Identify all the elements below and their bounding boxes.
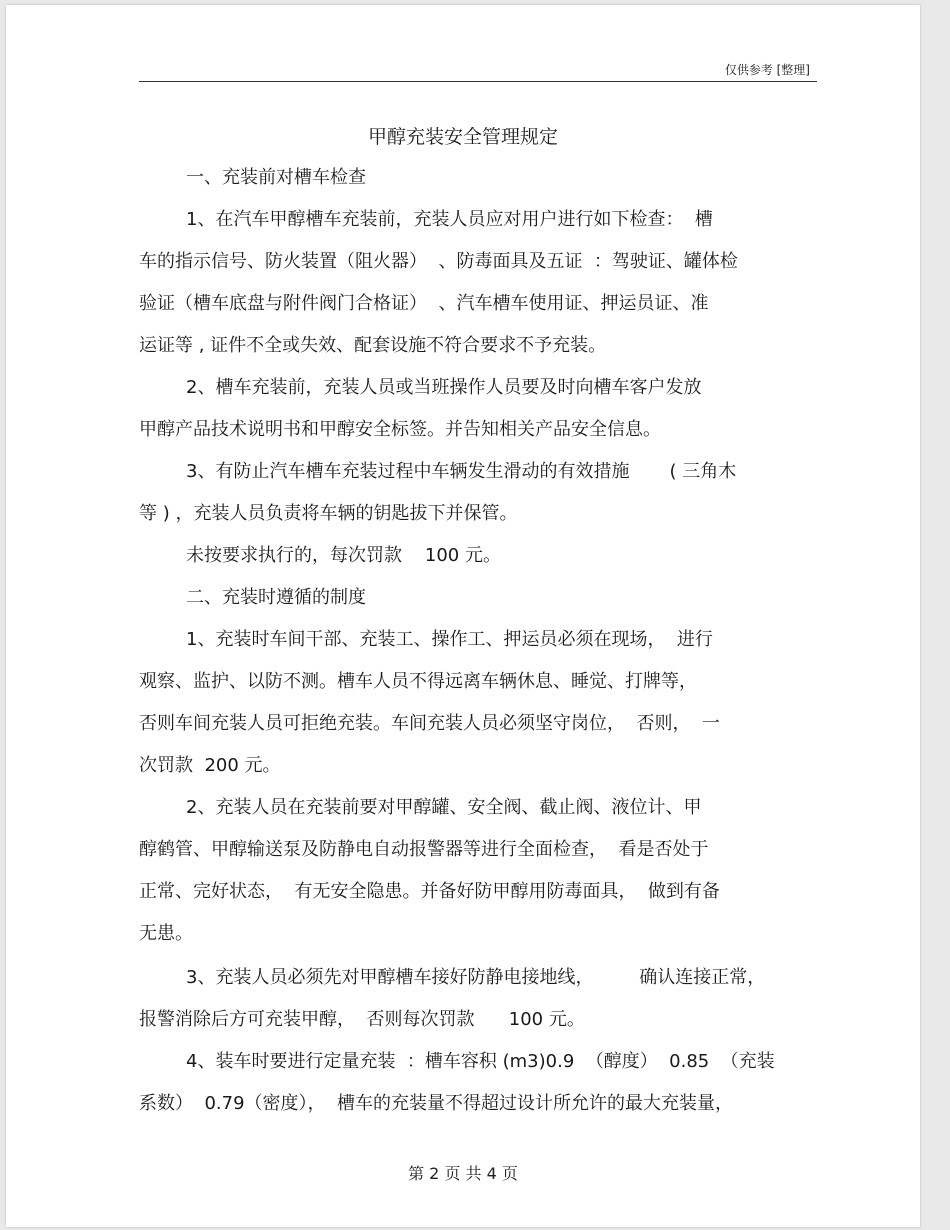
paragraph-line: 1、充装时车间干部、充装工、操作工、押运员必须在现场， 进行 (186, 629, 713, 650)
document-page (6, 5, 920, 1227)
paragraph-line: 2、槽车充装前，充装人员或当班操作人员要及时向槽车客户发放 (186, 377, 702, 398)
paragraph-line: 1、在汽车甲醇槽车充装前，充装人员应对用户进行如下检查： 槽 (186, 209, 713, 230)
paragraph-line: 正常、完好状态， 有无安全隐患。并备好防甲醇用防毒面具， 做到有备 (139, 881, 720, 902)
paragraph-line: 醇鹤管、甲醇输送泵及防静电自动报警器等进行全面检查， 看是否处于 (139, 839, 709, 860)
page-title: 甲醇充装安全管理规定 (367, 126, 558, 148)
paragraph-line: 甲醇产品技术说明书和甲醇安全标签。并告知相关产品安全信息。 (139, 419, 661, 440)
paragraph-line: 未按要求执行的，每次罚款 100 元。 (186, 545, 501, 566)
header-divider (139, 81, 817, 82)
page-number-footer: 第 2 页 共 4 页 (408, 1164, 518, 1183)
paragraph-line: 系数） 0.79（密度）， 槽车的充装量不得超过设计所允许的最大充装量， (139, 1093, 733, 1114)
paragraph-line: 3、充装人员必须先对甲醇槽车接好防静电接地线， 确认连接正常， (186, 967, 766, 988)
paragraph-line: 验证（槽车底盘与附件阀门合格证） 、汽车槽车使用证、押运员证、准 (139, 293, 709, 314)
paragraph-line: 观察、监护、以防不测。槽车人员不得远离车辆休息、睡觉、打牌等， (139, 671, 697, 692)
section-heading-1: 一、充装前对槽车检查 (186, 167, 366, 188)
section-heading-2: 二、充装时遵循的制度 (186, 587, 366, 608)
paragraph-line: 无患。 (139, 923, 193, 944)
header-reference-note: 仅供参考 [整理] (724, 63, 810, 77)
paragraph-line: 等 ) ，充装人员负责将车辆的钥匙拔下并保管。 (139, 503, 518, 524)
paragraph-line: 2、充装人员在充装前要对甲醇罐、安全阀、截止阀、液位计、甲 (186, 797, 702, 818)
paragraph-line: 报警消除后方可充装甲醇， 否则每次罚款 100 元。 (139, 1009, 585, 1030)
paragraph-line: 4、装车时要进行定量充装 ：槽车容积 (m3)0.9 （醇度） 0.85 （充装 (186, 1051, 775, 1072)
paragraph-line: 否则车间充装人员可拒绝充装。车间充装人员必须坚守岗位， 否则， 一 (139, 713, 720, 734)
paragraph-line: 运证等 , 证件不全或失效、配套设施不符合要求不予充装。 (139, 335, 607, 356)
paragraph-line: 次罚款 200 元。 (139, 755, 281, 776)
paragraph-line: 3、有防止汽车槽车充装过程中车辆发生滑动的有效措施 ( 三角木 (186, 461, 737, 482)
paragraph-line: 车的指示信号、防火装置（阻火器） 、防毒面具及五证 ：驾驶证、罐体检 (139, 251, 738, 272)
